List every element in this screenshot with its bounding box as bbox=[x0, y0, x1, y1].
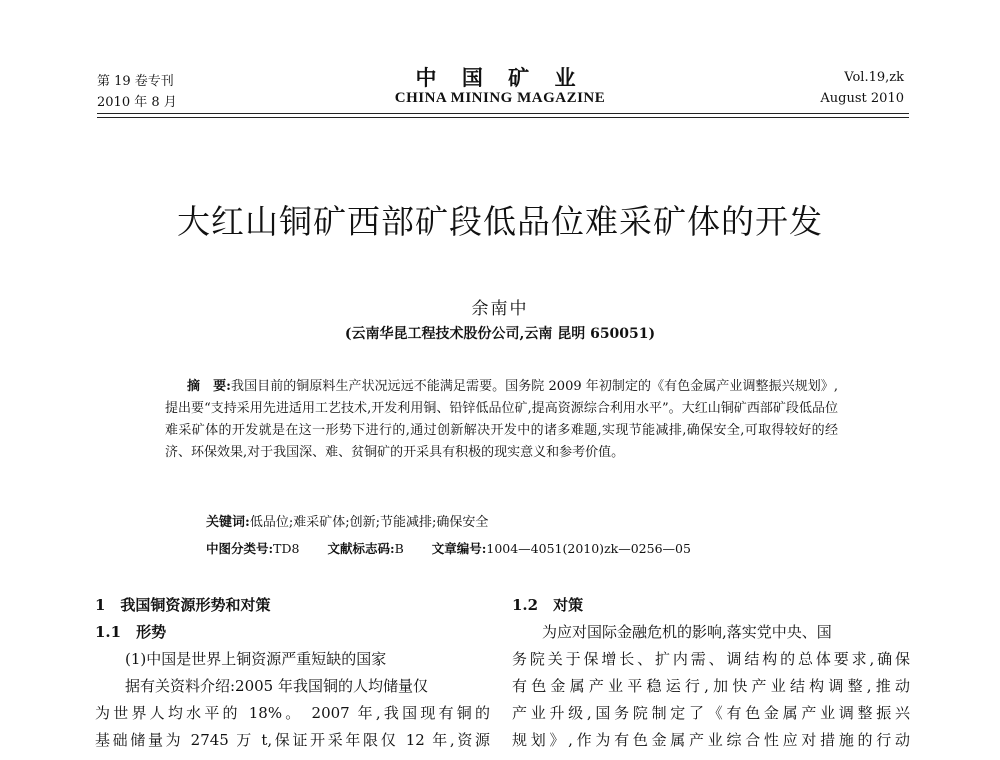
article-title: 大红山铜矿西部矿段低品位难采矿体的开发 bbox=[177, 202, 823, 241]
header-volume-en: Vol.19,zk bbox=[844, 70, 904, 85]
paragraph-line: 基础储量为 2745 万 t,保证开采年限仅 12 年,资源 bbox=[95, 731, 490, 749]
keywords-label: 关键词: bbox=[206, 515, 250, 530]
journal-name-en: CHINA MINING MAGAZINE bbox=[394, 90, 606, 106]
paragraph-line: 为世界人均水平的 18%。 2007 年,我国现有铜的 bbox=[95, 704, 490, 722]
clc-label: 中图分类号: bbox=[206, 541, 274, 556]
doc-code-value: B bbox=[394, 541, 404, 556]
journal-name-cn: 中 国 矿 业 bbox=[415, 65, 585, 90]
classification-line bbox=[206, 539, 691, 557]
paragraph-line: 据有关资料介绍:2005 年我国铜的人均储量仅 bbox=[125, 677, 428, 695]
abstract bbox=[165, 376, 838, 464]
article-author: 余南中 bbox=[471, 299, 529, 319]
keywords-text: 低品位;难采矿体;创新;节能减排;确保安全 bbox=[249, 515, 489, 530]
article-no-value: 1004—4051(2010)zk—0256—05 bbox=[486, 541, 691, 556]
paragraph-line: 为应对国际金融危机的影响,落实党中央、国 bbox=[542, 623, 832, 641]
paragraph-line: 规划》,作为有色金属产业综合性应对措施的行动 bbox=[512, 731, 910, 749]
keywords bbox=[206, 511, 488, 530]
subsection-heading: 1.1 形势 bbox=[95, 623, 167, 641]
paragraph-line: 有色金属产业平稳运行,加快产业结构调整,推动 bbox=[512, 677, 910, 695]
right-column bbox=[512, 592, 910, 754]
author-affiliation: (云南华昆工程技术股份公司,云南 昆明 650051) bbox=[344, 326, 656, 342]
clc-value: TD8 bbox=[273, 541, 300, 556]
item-heading: (1)中国是世界上铜资源严重短缺的国家 bbox=[125, 650, 387, 668]
section-heading: 1 我国铜资源形势和对策 bbox=[95, 596, 271, 614]
article-no-label: 文章编号: bbox=[431, 541, 487, 556]
abstract-text: 我国目前的铜原料生产状况远远不能满足需要。国务院 2009 年初制定的《有色金属产业调整振兴规划》,提出要“支持采用先进适用工艺技术,开发利用铜、铅锌低品位矿,提高资源综合利用水平”。大红山铜矿西部矿段低品位难采矿体的开发就是在这一形势下进行的,通过创新解决开发中的诸多难题,实现节能减排,确保安全,可取得较好的经济、环保效果,对于我国深、难、贫铜矿的开采具有积极的现实意义和参考价值。 bbox=[165, 379, 838, 460]
paragraph-line: 产业升级,国务院制定了《有色金属产业调整振兴 bbox=[512, 704, 910, 722]
header-rule-thick bbox=[97, 113, 909, 114]
left-column bbox=[95, 592, 490, 754]
doc-code-label: 文献标志码: bbox=[327, 541, 395, 556]
subsection-heading: 1.2 对策 bbox=[512, 596, 584, 614]
paragraph-line: 务院关于保增长、扩内需、调结构的总体要求,确保 bbox=[512, 650, 910, 668]
header-date-en: August 2010 bbox=[820, 91, 904, 106]
header-volume: 第 19 卷专刊 bbox=[97, 74, 174, 89]
abstract-label: 摘 要: bbox=[187, 379, 231, 394]
header-rule-thin bbox=[97, 117, 909, 118]
header-date: 2010 年 8 月 bbox=[97, 95, 177, 110]
